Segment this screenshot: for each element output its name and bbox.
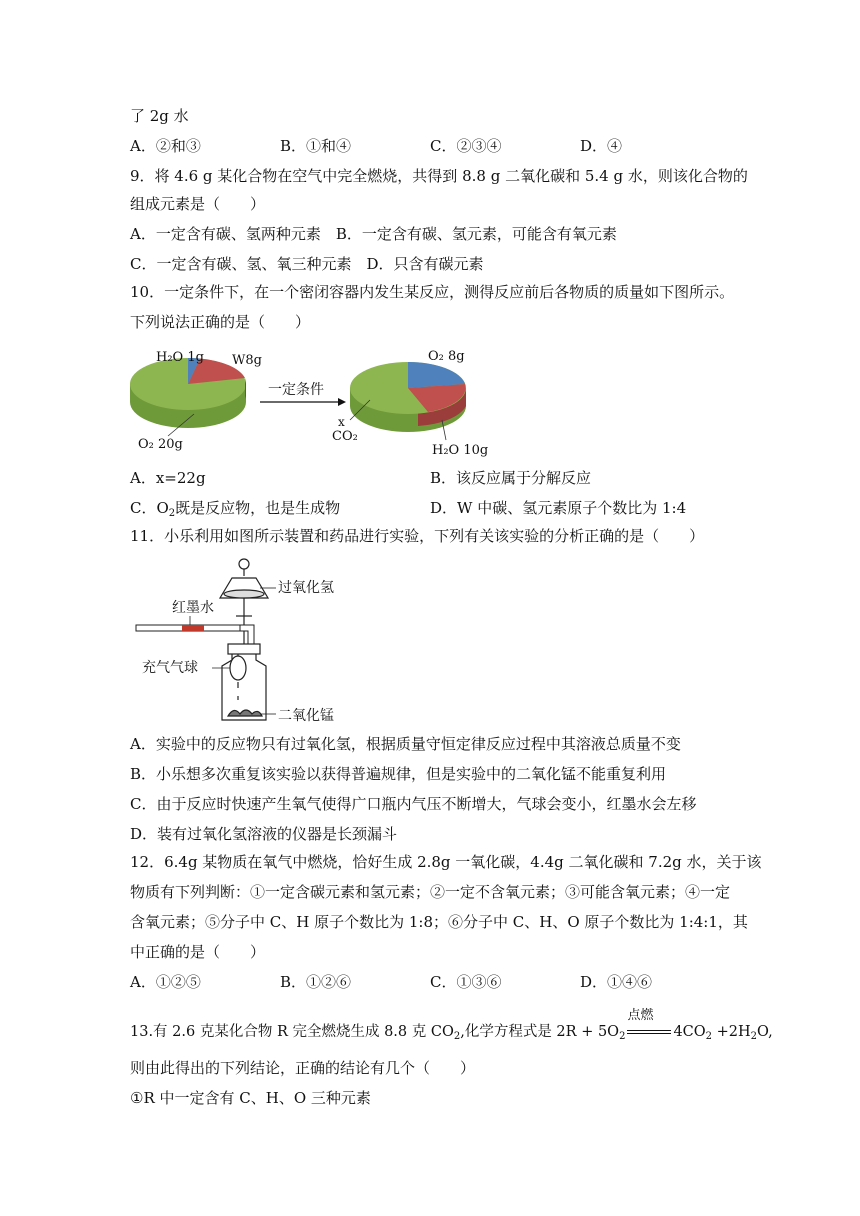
q10-figure [128,340,488,464]
q13-statement-1: ①R 中一定含有 C、H、O 三种元素 [130,1089,371,1107]
q11-option-d: D．装有过氧化氢溶液的仪器是长颈漏斗 [130,825,398,843]
q12-option-c: C．①③⑥ [430,973,502,991]
red-ink-label: 红墨水 [172,600,214,616]
balloon-label: 充气气球 [142,660,198,676]
q8-option-d: D．④ [580,137,623,155]
q11-stem: 11．小乐利用如图所示装置和药品进行实验，下列有关该实验的分析正确的是（ ） [130,527,705,545]
q10-stem-1: 10．一定条件下，在一个密闭容器内发生某反应，测得反应前后各物质的质量如下图所示。 [130,283,735,301]
q9-options-ab: A．一定含有碳、氢两种元素 B．一定含有碳、氢元素，可能含有氧元素 [130,225,617,243]
q10-option-b: B．该反应属于分解反应 [430,469,592,487]
pie-before-w-label: W8g [232,353,262,368]
q10-option-a: A．x=22g [130,469,206,487]
separatory-funnel [220,559,268,654]
q12-option-d: D．①④⑥ [580,973,653,991]
arrow-label: 一定条件 [268,382,324,398]
q10-option-d: D．W 中碳、氢元素原子个数比为 1:4 [430,499,687,517]
q12-stem-4: 中正确的是（ ） [130,943,266,961]
q12-option-b: B．①②⑥ [280,973,352,991]
pie-before-h2o-label: H₂O 1g [156,350,204,365]
q9-stem-2: 组成元素是（ ） [130,195,266,213]
pie-after [350,362,466,432]
q9-stem-1: 9．将 4.6 g 某化合物在空气中完全燃烧，共得到 8.8 g 二氧化碳和 5.4 g 水，则该化合物的 [130,167,748,185]
line-continuation: 了 2g 水 [130,107,189,125]
q8-option-b: B．①和④ [280,137,352,155]
pie-before [130,358,246,428]
q12-stem-2: 物质有下列判断：①一定含碳元素和氢元素；②一定不含氧元素；③可能含氧元素；④一定 [130,883,731,901]
h2o2-label: 过氧化氢 [278,580,334,596]
q11-option-a: A．实验中的反应物只有过氧化氢，根据质量守恒定律反应过程中其溶液总质量不变 [130,735,681,753]
pie-before-o2-label: O₂ 20g [138,437,183,452]
wide-mouth-bottle [222,644,266,720]
q10-stem-2: 下列说法正确的是（ ） [130,313,311,331]
q13-stem-1: 13.有 2.6 克某化合物 R 完全燃烧生成 8.8 克 $CO_2$,化学方程式是 $2R + 5O_2$ 点燃 $4CO_2 +2H_2O$, [130,1008,773,1042]
mno2-label: 二氧化锰 [278,708,334,724]
pie-after-h2o-label: H₂O 10g [432,443,488,458]
pie-after-co2-label: CO₂ [332,429,358,444]
pie-after-o2-label: O₂ 8g [428,349,465,364]
q13-stem-2: 则由此得出的下列结论，正确的结论有几个（ ） [130,1059,476,1077]
q12-stem-3: 含氧元素；⑤分子中 C、H 原子个数比为 1:8；⑥分子中 C、H、O 原子个数比为 1:4:1，其 [130,913,748,931]
reaction-condition: 点燃 [625,1022,673,1042]
q11-figure [128,556,378,728]
q9-options-cd: C．一定含有碳、氢、氧三种元素 D．只含有碳元素 [130,255,484,273]
q11-option-b: B．小乐想多次重复该实验以获得普遍规律，但是实验中的二氧化锰不能重复利用 [130,765,667,783]
pie-after-x-label: x [338,415,345,429]
q12-option-a: A．①②⑤ [130,973,201,991]
q8-option-a: A．②和③ [130,137,201,155]
q8-option-c: C．②③④ [430,137,502,155]
q10-option-c: C．$O_2$既是反应物，也是生成物 [130,499,341,519]
q11-option-c: C．由于反应时快速产生氧气使得广口瓶内气压不断增大，气球会变小，红墨水会左移 [130,795,697,813]
q12-stem-1: 12．6.4g 某物质在氧气中燃烧，恰好生成 2.8g 一氧化碳，4.4g 二氧化碳和 7.2g 水，关于该 [130,853,762,871]
